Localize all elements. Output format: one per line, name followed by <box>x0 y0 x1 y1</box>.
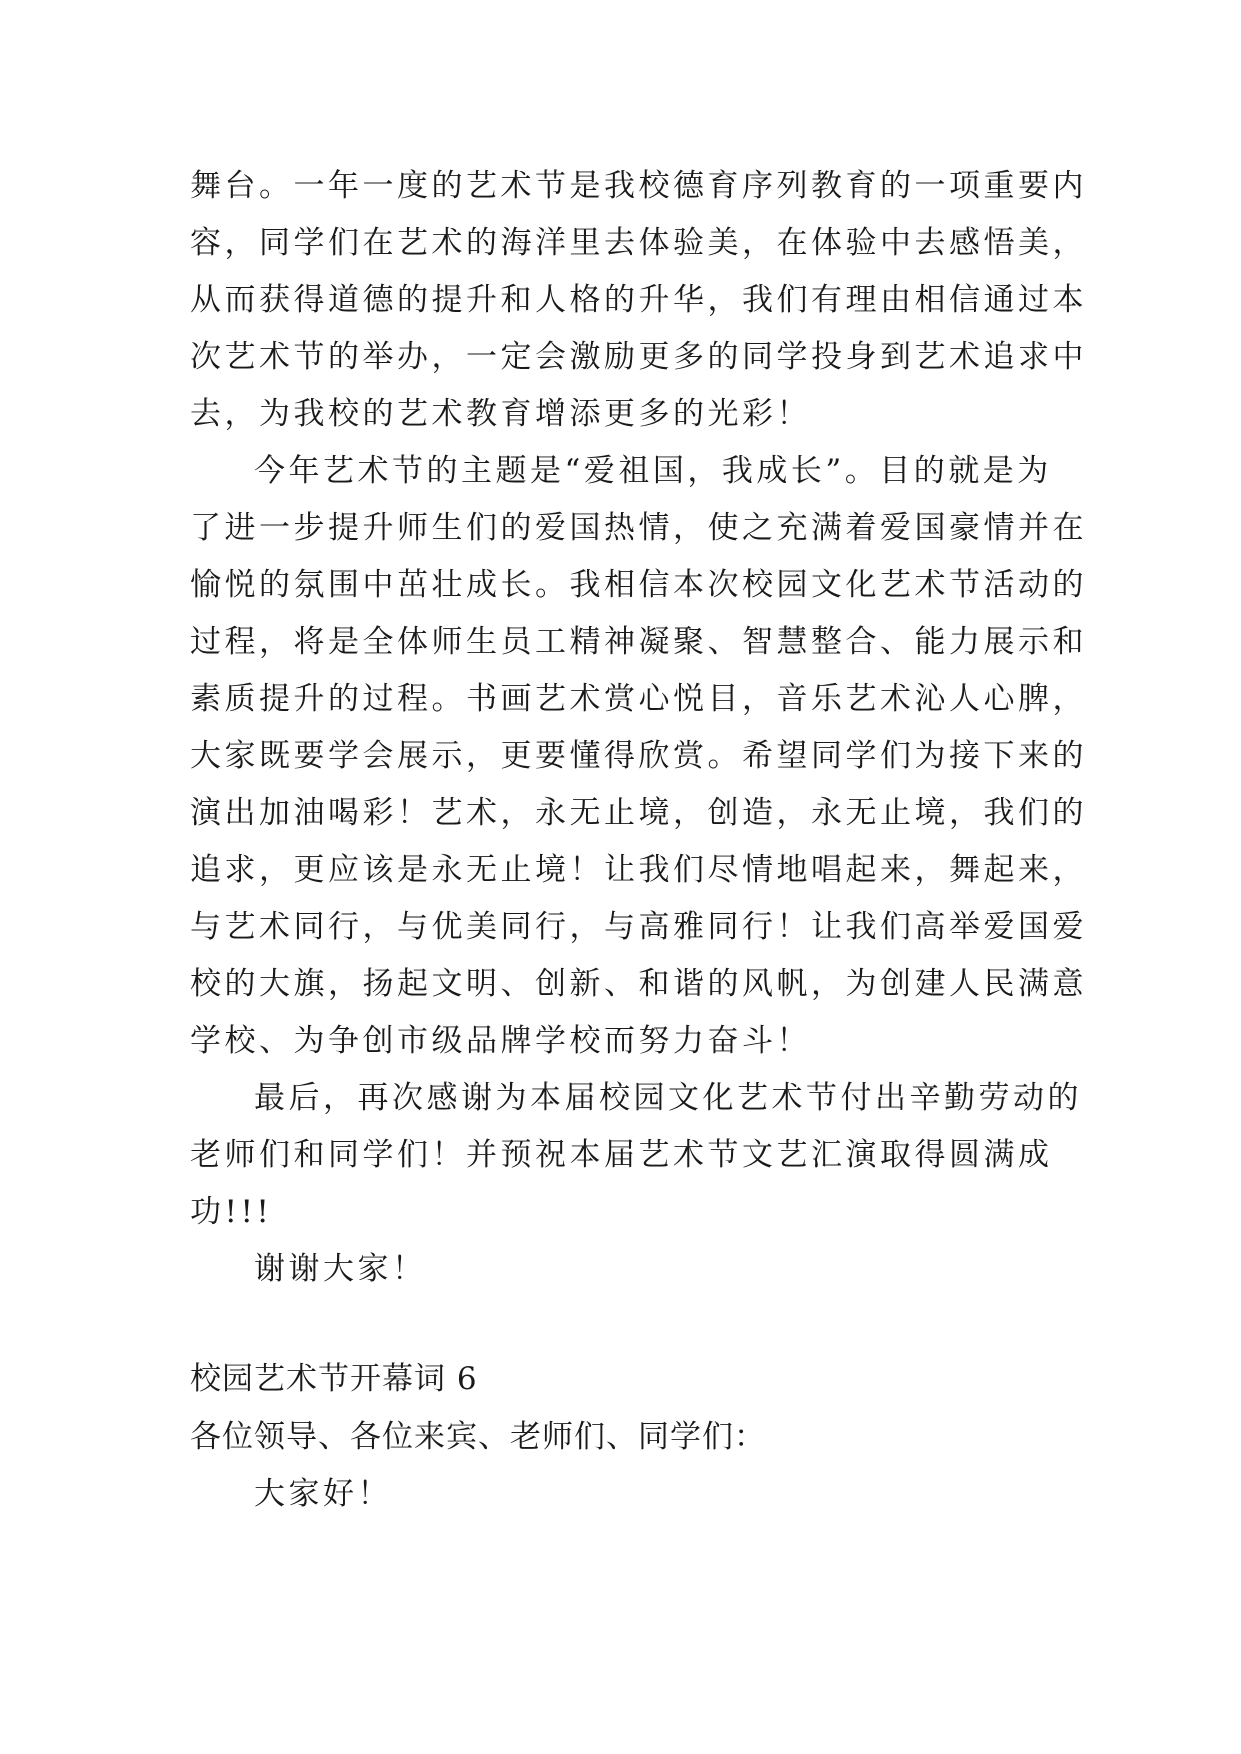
body-line: 老师们和同学们！并预祝本届艺术节文艺汇演取得圆满成 <box>190 1137 1053 1173</box>
body-line: 从而获得道德的提升和人格的升华，我们有理由相信通过本 <box>190 282 1087 318</box>
body-line: 容，同学们在艺术的海洋里去体验美，在体验中去感悟美， <box>190 225 1087 261</box>
section-heading: 校园艺术节开幕词 6 <box>190 1361 478 1397</box>
body-line: 了进一步提升师生们的爱国热情，使之充满着爱国豪情并在 <box>190 510 1087 546</box>
body-line: 去，为我校的艺术教育增添更多的光彩！ <box>190 396 811 432</box>
body-line: 最后，再次感谢为本届校园文化艺术节付出辛勤劳动的 <box>254 1080 1082 1116</box>
body-line: 今年艺术节的主题是“爱祖国，我成长”。目的就是为 <box>254 453 1052 489</box>
body-line: 谢谢大家！ <box>254 1251 427 1287</box>
greeting: 大家好！ <box>254 1476 392 1512</box>
body-line: 次艺术节的举办，一定会激励更多的同学投身到艺术追求中 <box>190 339 1087 375</box>
body-line: 大家既要学会展示，更要懂得欣赏。希望同学们为接下来的 <box>190 738 1087 774</box>
body-line: 学校、为争创市级品牌学校而努力奋斗！ <box>190 1023 811 1059</box>
body-line: 愉悦的氛围中茁壮成长。我相信本次校园文化艺术节活动的 <box>190 567 1087 603</box>
body-line: 素质提升的过程。书画艺术赏心悦目，音乐艺术沁人心脾， <box>190 681 1087 717</box>
body-line: 过程，将是全体师生员工精神凝聚、智慧整合、能力展示和 <box>190 624 1087 660</box>
body-line: 校的大旗，扬起文明、创新、和谐的风帆，为创建人民满意 <box>190 966 1087 1002</box>
body-line: 功!!! <box>190 1194 273 1230</box>
body-line: 舞台。一年一度的艺术节是我校德育序列教育的一项重要内 <box>190 168 1087 204</box>
body-line: 与艺术同行，与优美同行，与高雅同行！让我们高举爱国爱 <box>190 909 1087 945</box>
salutation: 各位领导、各位来宾、老师们、同学们： <box>190 1419 766 1455</box>
body-line: 追求，更应该是永无止境！让我们尽情地唱起来，舞起来， <box>190 852 1087 888</box>
body-line: 演出加油喝彩！艺术，永无止境，创造，永无止境，我们的 <box>190 795 1087 831</box>
